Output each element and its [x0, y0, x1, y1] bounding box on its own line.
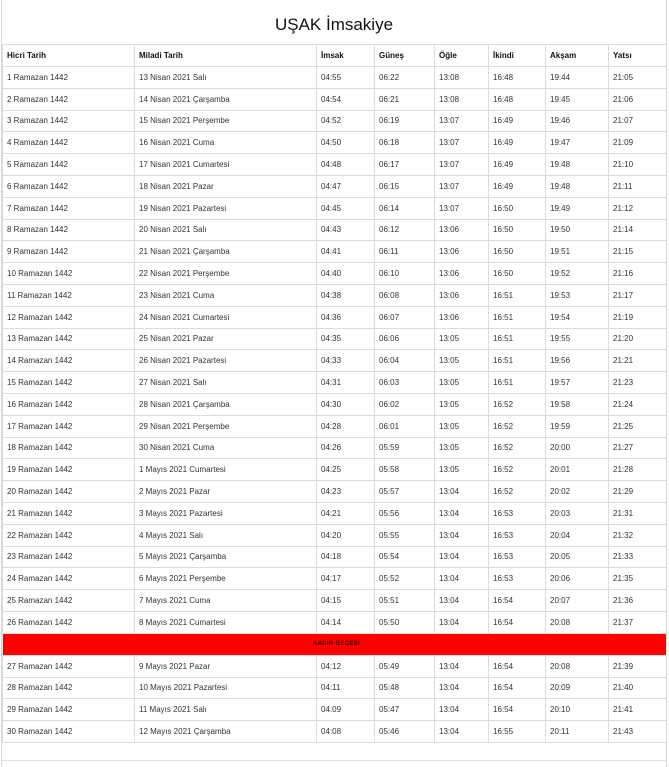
- cell-miladi-tarih: 29 Nisan 2021 Perşembe: [135, 415, 317, 437]
- table-row: [3, 437, 667, 459]
- cell-imsak: 04:20: [317, 524, 375, 546]
- cell-aksam: 19:51: [546, 241, 609, 263]
- cell-ogle: 13:07: [435, 110, 489, 132]
- cell-aksam: 20:00: [546, 437, 609, 459]
- cell-yatsi: 21:17: [609, 284, 667, 306]
- cell-miladi-tarih: 21 Nisan 2021 Çarşamba: [135, 241, 317, 263]
- cell-hicri-tarih: 1 Ramazan 1442: [3, 67, 135, 89]
- header-aksam: Akşam: [546, 45, 609, 67]
- cell-ikindi: 16:54: [489, 699, 546, 721]
- cell-aksam: 20:11: [546, 721, 609, 743]
- cell-imsak: 04:55: [317, 67, 375, 89]
- header-hicri-tarih: Hicri Tarih: [3, 45, 135, 67]
- cell-hicri-tarih: 22 Ramazan 1442: [3, 524, 135, 546]
- cell-ogle: 13:04: [435, 546, 489, 568]
- cell-aksam: 20:09: [546, 677, 609, 699]
- cell-aksam: 20:10: [546, 699, 609, 721]
- cell-miladi-tarih: 12 Mayıs 2021 Çarşamba: [135, 721, 317, 743]
- cell-aksam: 19:45: [546, 88, 609, 110]
- cell-yatsi: 21:41: [609, 699, 667, 721]
- cell-gunes: 05:59: [375, 437, 435, 459]
- cell-ogle: 13:07: [435, 132, 489, 154]
- table-row: [3, 502, 667, 524]
- cell-imsak: 04:45: [317, 197, 375, 219]
- cell-imsak: 04:31: [317, 372, 375, 394]
- cell-yatsi: 21:21: [609, 350, 667, 372]
- cell-aksam: 20:03: [546, 502, 609, 524]
- cell-imsak: 04:54: [317, 88, 375, 110]
- cell-hicri-tarih: 21 Ramazan 1442: [3, 502, 135, 524]
- cell-imsak: 04:09: [317, 699, 375, 721]
- cell-hicri-tarih: 7 Ramazan 1442: [3, 197, 135, 219]
- cell-hicri-tarih: 23 Ramazan 1442: [3, 546, 135, 568]
- cell-yatsi: 21:16: [609, 263, 667, 285]
- cell-hicri-tarih: 12 Ramazan 1442: [3, 306, 135, 328]
- table-row: [3, 459, 667, 481]
- cell-gunes: 06:22: [375, 67, 435, 89]
- cell-miladi-tarih: 20 Nisan 2021 Salı: [135, 219, 317, 241]
- cell-gunes: 06:10: [375, 263, 435, 285]
- cell-aksam: 19:47: [546, 132, 609, 154]
- cell-gunes: 05:56: [375, 502, 435, 524]
- header-yatsi: Yatsı: [609, 45, 667, 67]
- cell-yatsi: 21:28: [609, 459, 667, 481]
- cell-gunes: 05:54: [375, 546, 435, 568]
- cell-imsak: 04:14: [317, 611, 375, 633]
- cell-miladi-tarih: 2 Mayıs 2021 Pazar: [135, 481, 317, 503]
- cell-yatsi: 21:29: [609, 481, 667, 503]
- cell-gunes: 06:17: [375, 154, 435, 176]
- table-row: [3, 67, 667, 89]
- cell-miladi-tarih: 23 Nisan 2021 Cuma: [135, 284, 317, 306]
- table-body: [3, 67, 667, 743]
- cell-hicri-tarih: 6 Ramazan 1442: [3, 175, 135, 197]
- cell-hicri-tarih: 2 Ramazan 1442: [3, 88, 135, 110]
- cell-ikindi: 16:53: [489, 546, 546, 568]
- cell-yatsi: 21:25: [609, 415, 667, 437]
- cell-miladi-tarih: 28 Nisan 2021 Çarşamba: [135, 393, 317, 415]
- cell-hicri-tarih: 24 Ramazan 1442: [3, 568, 135, 590]
- cell-aksam: 19:58: [546, 393, 609, 415]
- table-row: [3, 197, 667, 219]
- cell-yatsi: 21:07: [609, 110, 667, 132]
- cell-imsak: 04:11: [317, 677, 375, 699]
- cell-yatsi: 21:32: [609, 524, 667, 546]
- cell-ikindi: 16:48: [489, 88, 546, 110]
- cell-ikindi: 16:51: [489, 306, 546, 328]
- cell-yatsi: 21:31: [609, 502, 667, 524]
- cell-ogle: 13:04: [435, 655, 489, 677]
- cell-aksam: 19:50: [546, 219, 609, 241]
- cell-miladi-tarih: 13 Nisan 2021 Salı: [135, 67, 317, 89]
- cell-ikindi: 16:53: [489, 524, 546, 546]
- cell-miladi-tarih: 4 Mayıs 2021 Salı: [135, 524, 317, 546]
- cell-miladi-tarih: 6 Mayıs 2021 Perşembe: [135, 568, 317, 590]
- cell-gunes: 05:50: [375, 611, 435, 633]
- cell-yatsi: 21:06: [609, 88, 667, 110]
- table-row: [3, 350, 667, 372]
- cell-yatsi: 21:11: [609, 175, 667, 197]
- cell-miladi-tarih: 8 Mayıs 2021 Cumartesi: [135, 611, 317, 633]
- cell-aksam: 20:05: [546, 546, 609, 568]
- table-row: [3, 677, 667, 699]
- cell-yatsi: 21:33: [609, 546, 667, 568]
- cell-hicri-tarih: 9 Ramazan 1442: [3, 241, 135, 263]
- cell-ogle: 13:04: [435, 677, 489, 699]
- cell-ikindi: 16:52: [489, 415, 546, 437]
- cell-aksam: 20:07: [546, 590, 609, 612]
- cell-imsak: 04:35: [317, 328, 375, 350]
- cell-hicri-tarih: 28 Ramazan 1442: [3, 677, 135, 699]
- cell-miladi-tarih: 3 Mayıs 2021 Pazartesi: [135, 502, 317, 524]
- cell-gunes: 06:14: [375, 197, 435, 219]
- cell-yatsi: 21:36: [609, 590, 667, 612]
- cell-miladi-tarih: 15 Nisan 2021 Perşembe: [135, 110, 317, 132]
- cell-imsak: 04:12: [317, 655, 375, 677]
- cell-ikindi: 16:50: [489, 219, 546, 241]
- cell-imsak: 04:43: [317, 219, 375, 241]
- header-ogle: Öğle: [435, 45, 489, 67]
- cell-imsak: 04:17: [317, 568, 375, 590]
- cell-miladi-tarih: 30 Nisan 2021 Cuma: [135, 437, 317, 459]
- cell-ikindi: 16:54: [489, 590, 546, 612]
- cell-miladi-tarih: 10 Mayıs 2021 Pazartesi: [135, 677, 317, 699]
- table-row: [3, 175, 667, 197]
- cell-yatsi: 21:19: [609, 306, 667, 328]
- cell-aksam: 19:49: [546, 197, 609, 219]
- table-row: [3, 481, 667, 503]
- cell-hicri-tarih: 26 Ramazan 1442: [3, 611, 135, 633]
- cell-aksam: 20:08: [546, 611, 609, 633]
- cell-miladi-tarih: 24 Nisan 2021 Cumartesi: [135, 306, 317, 328]
- header-miladi-tarih: Miladi Tarih: [135, 45, 317, 67]
- table-row: [3, 132, 667, 154]
- cell-gunes: 06:15: [375, 175, 435, 197]
- cell-yatsi: 21:24: [609, 393, 667, 415]
- cell-hicri-tarih: 17 Ramazan 1442: [3, 415, 135, 437]
- cell-ogle: 13:06: [435, 241, 489, 263]
- cell-hicri-tarih: 30 Ramazan 1442: [3, 721, 135, 743]
- divider: [2, 760, 666, 761]
- cell-ikindi: 16:52: [489, 437, 546, 459]
- cell-yatsi: 21:09: [609, 132, 667, 154]
- cell-yatsi: 21:23: [609, 372, 667, 394]
- cell-ogle: 13:07: [435, 175, 489, 197]
- cell-imsak: 04:36: [317, 306, 375, 328]
- imsakiye-panel: [1, 0, 667, 767]
- table-row: [3, 110, 667, 132]
- cell-ogle: 13:06: [435, 306, 489, 328]
- cell-ikindi: 16:52: [489, 393, 546, 415]
- cell-yatsi: 21:27: [609, 437, 667, 459]
- cell-ikindi: 16:52: [489, 459, 546, 481]
- cell-miladi-tarih: 19 Nisan 2021 Pazartesi: [135, 197, 317, 219]
- cell-hicri-tarih: 19 Ramazan 1442: [3, 459, 135, 481]
- header-ikindi: İkindi: [489, 45, 546, 67]
- cell-aksam: 19:55: [546, 328, 609, 350]
- cell-yatsi: 21:39: [609, 655, 667, 677]
- cell-gunes: 05:46: [375, 721, 435, 743]
- cell-hicri-tarih: 11 Ramazan 1442: [3, 284, 135, 306]
- cell-miladi-tarih: 7 Mayıs 2021 Cuma: [135, 590, 317, 612]
- table-row: [3, 568, 667, 590]
- cell-ikindi: 16:53: [489, 502, 546, 524]
- cell-yatsi: 21:15: [609, 241, 667, 263]
- cell-ogle: 13:06: [435, 263, 489, 285]
- cell-gunes: 05:57: [375, 481, 435, 503]
- cell-ogle: 13:07: [435, 197, 489, 219]
- table-row: [3, 372, 667, 394]
- cell-hicri-tarih: 18 Ramazan 1442: [3, 437, 135, 459]
- header-row: [3, 45, 667, 67]
- cell-gunes: 05:48: [375, 677, 435, 699]
- cell-miladi-tarih: 25 Nisan 2021 Pazar: [135, 328, 317, 350]
- cell-imsak: 04:26: [317, 437, 375, 459]
- cell-aksam: 19:54: [546, 306, 609, 328]
- cell-gunes: 06:12: [375, 219, 435, 241]
- cell-imsak: 04:30: [317, 393, 375, 415]
- cell-imsak: 04:47: [317, 175, 375, 197]
- imsakiye-table: [2, 44, 667, 743]
- cell-ikindi: 16:49: [489, 175, 546, 197]
- cell-imsak: 04:15: [317, 590, 375, 612]
- cell-aksam: 20:01: [546, 459, 609, 481]
- cell-ikindi: 16:55: [489, 721, 546, 743]
- cell-ikindi: 16:54: [489, 655, 546, 677]
- cell-yatsi: 21:14: [609, 219, 667, 241]
- kadir-gecesi-row: [3, 633, 667, 655]
- cell-ikindi: 16:50: [489, 263, 546, 285]
- cell-imsak: 04:08: [317, 721, 375, 743]
- cell-hicri-tarih: 14 Ramazan 1442: [3, 350, 135, 372]
- cell-hicri-tarih: 10 Ramazan 1442: [3, 263, 135, 285]
- cell-imsak: 04:40: [317, 263, 375, 285]
- cell-aksam: 19:53: [546, 284, 609, 306]
- cell-ogle: 13:04: [435, 699, 489, 721]
- cell-miladi-tarih: 5 Mayıs 2021 Çarşamba: [135, 546, 317, 568]
- table-row: [3, 306, 667, 328]
- cell-ogle: 13:04: [435, 524, 489, 546]
- cell-ogle: 13:05: [435, 459, 489, 481]
- cell-hicri-tarih: 27 Ramazan 1442: [3, 655, 135, 677]
- cell-miladi-tarih: 16 Nisan 2021 Cuma: [135, 132, 317, 154]
- table-row: [3, 546, 667, 568]
- table-row: [3, 154, 667, 176]
- table-row: [3, 88, 667, 110]
- cell-yatsi: 21:43: [609, 721, 667, 743]
- cell-ogle: 13:05: [435, 415, 489, 437]
- table-row: [3, 721, 667, 743]
- cell-ikindi: 16:52: [489, 481, 546, 503]
- cell-miladi-tarih: 17 Nisan 2021 Cumartesi: [135, 154, 317, 176]
- cell-gunes: 06:07: [375, 306, 435, 328]
- cell-aksam: 19:48: [546, 175, 609, 197]
- cell-ogle: 13:05: [435, 328, 489, 350]
- cell-aksam: 20:06: [546, 568, 609, 590]
- cell-aksam: 19:52: [546, 263, 609, 285]
- cell-gunes: 05:52: [375, 568, 435, 590]
- kadir-gecesi-label: KADİR GECESİ: [3, 633, 667, 655]
- cell-ikindi: 16:51: [489, 350, 546, 372]
- cell-yatsi: 21:37: [609, 611, 667, 633]
- cell-gunes: 06:06: [375, 328, 435, 350]
- cell-ogle: 13:06: [435, 284, 489, 306]
- cell-hicri-tarih: 15 Ramazan 1442: [3, 372, 135, 394]
- cell-imsak: 04:33: [317, 350, 375, 372]
- cell-ikindi: 16:51: [489, 372, 546, 394]
- cell-ikindi: 16:48: [489, 67, 546, 89]
- cell-aksam: 20:04: [546, 524, 609, 546]
- table-row: [3, 219, 667, 241]
- cell-ikindi: 16:49: [489, 132, 546, 154]
- cell-hicri-tarih: 16 Ramazan 1442: [3, 393, 135, 415]
- table-row: [3, 611, 667, 633]
- cell-yatsi: 21:05: [609, 67, 667, 89]
- cell-ogle: 13:04: [435, 568, 489, 590]
- cell-hicri-tarih: 13 Ramazan 1442: [3, 328, 135, 350]
- cell-yatsi: 21:40: [609, 677, 667, 699]
- cell-imsak: 04:23: [317, 481, 375, 503]
- page-title: UŞAK İmsakiye: [274, 15, 394, 34]
- cell-gunes: 06:21: [375, 88, 435, 110]
- cell-gunes: 05:55: [375, 524, 435, 546]
- cell-gunes: 05:58: [375, 459, 435, 481]
- cell-ikindi: 16:53: [489, 568, 546, 590]
- cell-hicri-tarih: 8 Ramazan 1442: [3, 219, 135, 241]
- cell-ogle: 13:05: [435, 437, 489, 459]
- table-row: [3, 328, 667, 350]
- cell-gunes: 06:04: [375, 350, 435, 372]
- cell-imsak: 04:28: [317, 415, 375, 437]
- cell-gunes: 06:08: [375, 284, 435, 306]
- cell-imsak: 04:21: [317, 502, 375, 524]
- cell-hicri-tarih: 3 Ramazan 1442: [3, 110, 135, 132]
- cell-miladi-tarih: 9 Mayıs 2021 Pazar: [135, 655, 317, 677]
- table-row: [3, 263, 667, 285]
- cell-imsak: 04:38: [317, 284, 375, 306]
- cell-imsak: 04:18: [317, 546, 375, 568]
- cell-gunes: 06:02: [375, 393, 435, 415]
- cell-ogle: 13:05: [435, 350, 489, 372]
- cell-gunes: 05:49: [375, 655, 435, 677]
- cell-ikindi: 16:49: [489, 110, 546, 132]
- cell-miladi-tarih: 26 Nisan 2021 Pazartesi: [135, 350, 317, 372]
- table-row: [3, 284, 667, 306]
- cell-ogle: 13:08: [435, 67, 489, 89]
- cell-miladi-tarih: 1 Mayıs 2021 Cumartesi: [135, 459, 317, 481]
- cell-imsak: 04:48: [317, 154, 375, 176]
- header-imsak: İmsak: [317, 45, 375, 67]
- cell-ikindi: 16:54: [489, 677, 546, 699]
- cell-miladi-tarih: 18 Nisan 2021 Pazar: [135, 175, 317, 197]
- cell-gunes: 06:03: [375, 372, 435, 394]
- cell-aksam: 19:44: [546, 67, 609, 89]
- cell-ogle: 13:08: [435, 88, 489, 110]
- cell-ogle: 13:04: [435, 721, 489, 743]
- cell-miladi-tarih: 14 Nisan 2021 Çarşamba: [135, 88, 317, 110]
- cell-ogle: 13:04: [435, 611, 489, 633]
- cell-hicri-tarih: 20 Ramazan 1442: [3, 481, 135, 503]
- cell-ogle: 13:04: [435, 502, 489, 524]
- table-row: [3, 655, 667, 677]
- cell-ikindi: 16:50: [489, 241, 546, 263]
- header-gunes: Güneş: [375, 45, 435, 67]
- cell-ikindi: 16:51: [489, 328, 546, 350]
- cell-aksam: 19:48: [546, 154, 609, 176]
- cell-hicri-tarih: 5 Ramazan 1442: [3, 154, 135, 176]
- cell-ikindi: 16:54: [489, 611, 546, 633]
- cell-ikindi: 16:49: [489, 154, 546, 176]
- cell-yatsi: 21:20: [609, 328, 667, 350]
- cell-aksam: 19:46: [546, 110, 609, 132]
- cell-miladi-tarih: 27 Nisan 2021 Salı: [135, 372, 317, 394]
- cell-ogle: 13:05: [435, 372, 489, 394]
- cell-aksam: 20:02: [546, 481, 609, 503]
- cell-ogle: 13:04: [435, 481, 489, 503]
- cell-yatsi: 21:10: [609, 154, 667, 176]
- cell-yatsi: 21:35: [609, 568, 667, 590]
- cell-ogle: 13:06: [435, 219, 489, 241]
- cell-imsak: 04:25: [317, 459, 375, 481]
- table-row: [3, 415, 667, 437]
- cell-ikindi: 16:50: [489, 197, 546, 219]
- cell-gunes: 06:19: [375, 110, 435, 132]
- table-row: [3, 699, 667, 721]
- table-row: [3, 393, 667, 415]
- cell-gunes: 06:11: [375, 241, 435, 263]
- cell-hicri-tarih: 29 Ramazan 1442: [3, 699, 135, 721]
- table-row: [3, 590, 667, 612]
- table-row: [3, 524, 667, 546]
- cell-hicri-tarih: 25 Ramazan 1442: [3, 590, 135, 612]
- cell-imsak: 04:41: [317, 241, 375, 263]
- cell-ogle: 13:04: [435, 590, 489, 612]
- cell-hicri-tarih: 4 Ramazan 1442: [3, 132, 135, 154]
- cell-miladi-tarih: 22 Nisan 2021 Perşembe: [135, 263, 317, 285]
- cell-gunes: 05:47: [375, 699, 435, 721]
- cell-gunes: 05:51: [375, 590, 435, 612]
- cell-imsak: 04:52: [317, 110, 375, 132]
- table-row: [3, 241, 667, 263]
- cell-ikindi: 16:51: [489, 284, 546, 306]
- cell-imsak: 04:50: [317, 132, 375, 154]
- cell-miladi-tarih: 11 Mayıs 2021 Salı: [135, 699, 317, 721]
- cell-gunes: 06:18: [375, 132, 435, 154]
- cell-aksam: 19:57: [546, 372, 609, 394]
- cell-yatsi: 21:12: [609, 197, 667, 219]
- cell-aksam: 19:56: [546, 350, 609, 372]
- cell-aksam: 20:08: [546, 655, 609, 677]
- cell-ogle: 13:07: [435, 154, 489, 176]
- cell-aksam: 19:59: [546, 415, 609, 437]
- cell-gunes: 06:01: [375, 415, 435, 437]
- cell-ogle: 13:05: [435, 393, 489, 415]
